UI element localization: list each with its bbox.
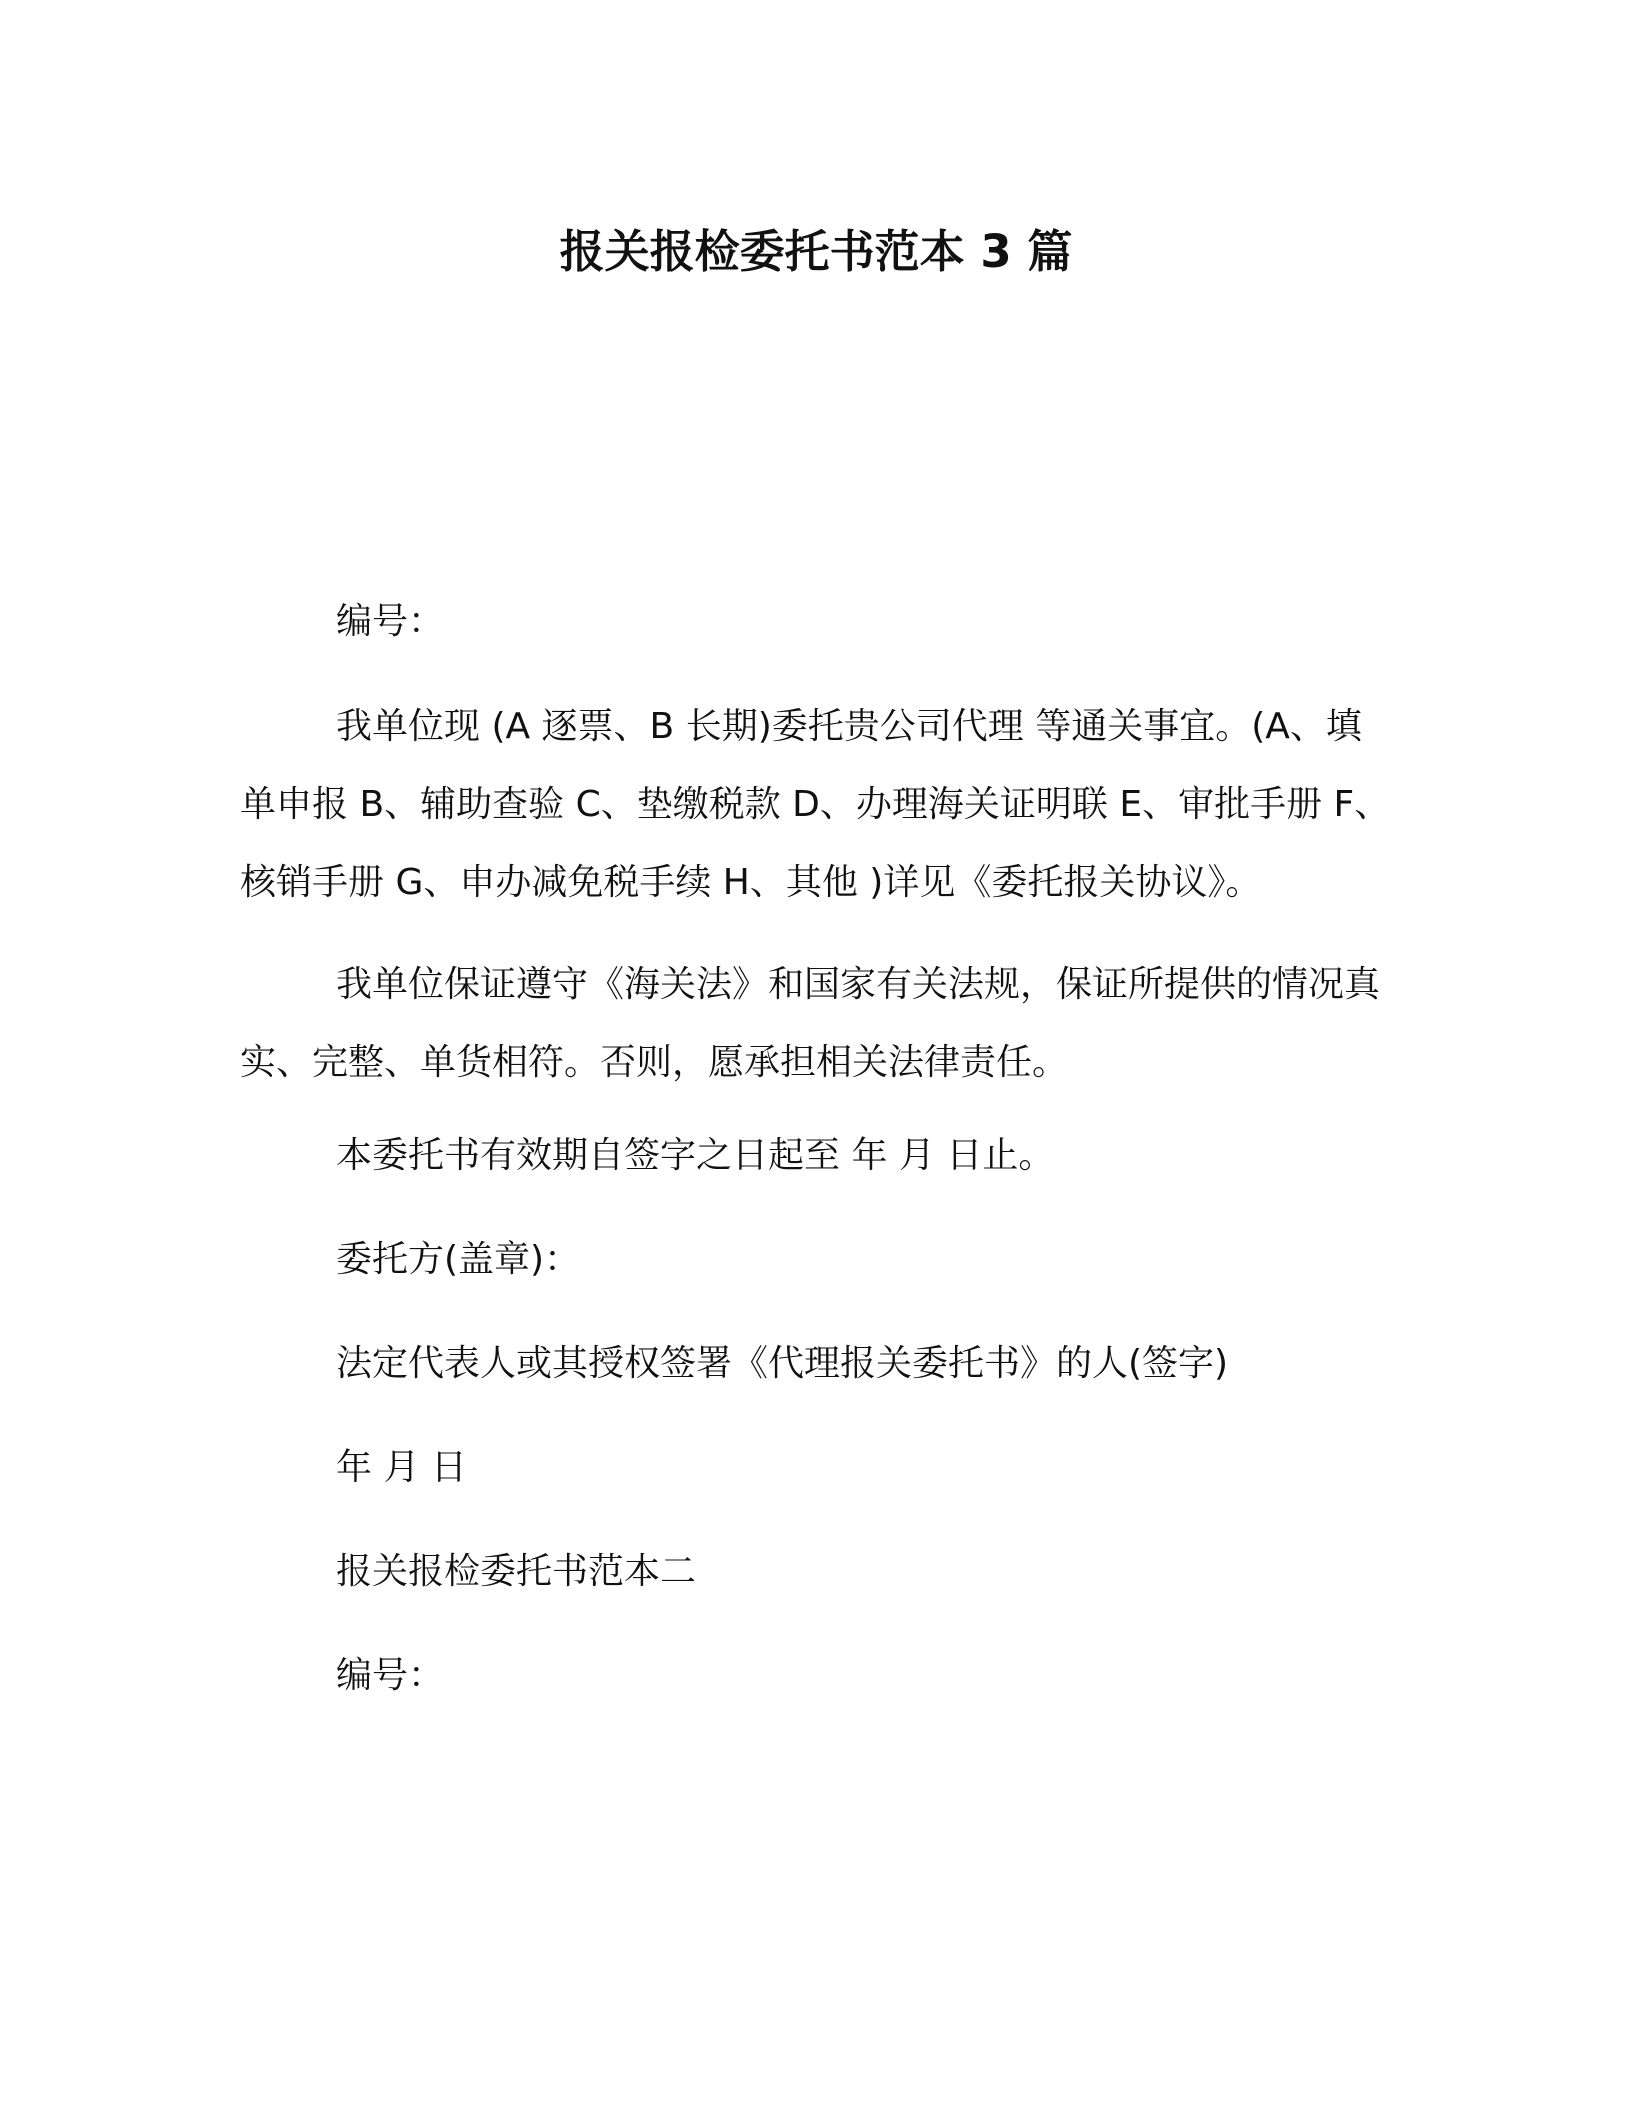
- section-two-title: 报关报检委托书范本二: [336, 1551, 697, 1592]
- document-title: 报关报检委托书范本 3 篇: [559, 225, 1073, 278]
- guarantee-paragraph: 我单位保证遵守《海关法》和国家有关法规，保证所提供的情况真实、完整、单货相符。否则，愿承担相关法律责任。: [240, 964, 1381, 1083]
- date-line: 年 月 日: [336, 1447, 467, 1488]
- principal-seal-line: 委托方(盖章)：: [336, 1239, 581, 1280]
- number-label-2: 编号：: [336, 1655, 445, 1696]
- legal-representative-line: 法定代表人或其授权签署《代理报关委托书》的人(签字): [336, 1343, 1229, 1384]
- validity-line: 本委托书有效期自签字之日起至 年 月 日止。: [336, 1135, 1055, 1176]
- number-label: 编号：: [336, 601, 445, 642]
- commission-paragraph: 我单位现 (A 逐票、B 长期)委托贵公司代理 等通关事宜。(A、填单申报 B、辅助查验 C、垫缴税款 D、办理海关证明联 E、审批手册 F、核销手册 G、申办减免税手续 H、其他 )详见《委托报关协议》。: [240, 706, 1391, 903]
